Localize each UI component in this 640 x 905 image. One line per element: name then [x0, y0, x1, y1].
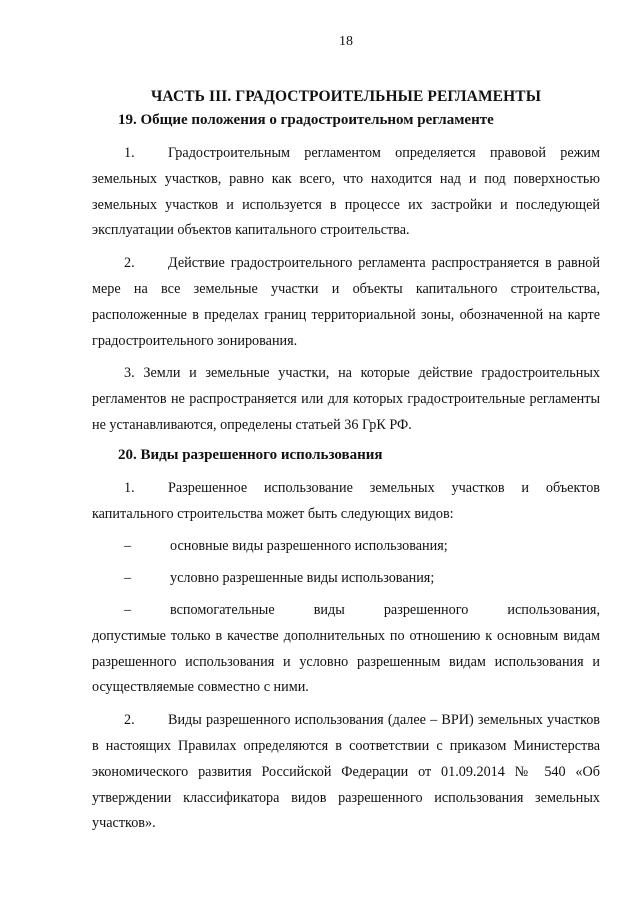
- section-20-heading: 20. Виды разрешенного использования: [118, 446, 383, 463]
- paragraph-text: Градостроительным регламентом определяется правовой режим земельных участков, равно как всего, что находится над и под поверхностью земельных участков и используется в процессе их застройки и последующей эксплуатации объектов капитального строительства.: [92, 145, 600, 239]
- paragraph-number: 2.: [124, 712, 135, 729]
- list-item-text: условно разрешенные виды использования;: [170, 570, 435, 587]
- paragraph-text: Разрешенное использование земельных участков и объектов капитального строительства может быть следующих видов:: [92, 479, 600, 522]
- list-dash: –: [124, 601, 132, 618]
- section-20-paragraph-2: [92, 708, 600, 837]
- paragraph-number: 1.: [124, 145, 135, 161]
- part-title: ЧАСТЬ III. ГРАДОСТРОИТЕЛЬНЫЕ РЕГЛАМЕНТЫ: [150, 88, 542, 105]
- section-19-paragraph-3: 3. Земли и земельные участки, на которые действие градостроительных регламентов не распространяется или для которых градостроительные регламенты не устанавливаются, определены статьей 36 ГрК РФ.: [92, 365, 600, 433]
- list-item: [92, 566, 600, 592]
- list-item: [92, 598, 600, 624]
- paragraph-text: Виды разрешенного использования (далее – ВРИ) земельных участков в настоящих Правилах определяются в соответствии с приказом Министерства экономического развития Российской Федерации от 01.09.2014 № 540 «Об утверждении классификатора видов разрешенного использования земельных участков».: [92, 712, 600, 832]
- list-item-continuation: допустимые только в качестве дополнительных по отношению к основным видам разрешенного использования и условно разрешенным видам использования и осуществляемые совместно с ними.: [92, 627, 600, 696]
- section-19-paragraph-2: [92, 251, 600, 354]
- section-19-heading: 19. Общие положения о градостроительном регламенте: [118, 112, 494, 128]
- list-item-text: вспомогательные виды разрешенного использования,: [170, 601, 600, 618]
- list-dash: –: [124, 538, 132, 555]
- section-19-paragraph-1: [92, 141, 600, 244]
- paragraph-number: 1.: [124, 479, 135, 496]
- list-item-text: основные виды разрешенного использования;: [170, 538, 448, 555]
- list-item: [92, 534, 600, 560]
- paragraph-text: Действие градостроительного регламента распространяется в равной мере на все земельные участки и объекты капитального строительства, расположенные в пределах границ территориальной зоны, обозначенной на карте градостроительного зонирования.: [92, 255, 600, 349]
- paragraph-number: 2.: [124, 255, 135, 272]
- list-dash: –: [124, 570, 132, 587]
- section-20-paragraph-1: [92, 476, 600, 528]
- page-number: 18: [339, 34, 353, 49]
